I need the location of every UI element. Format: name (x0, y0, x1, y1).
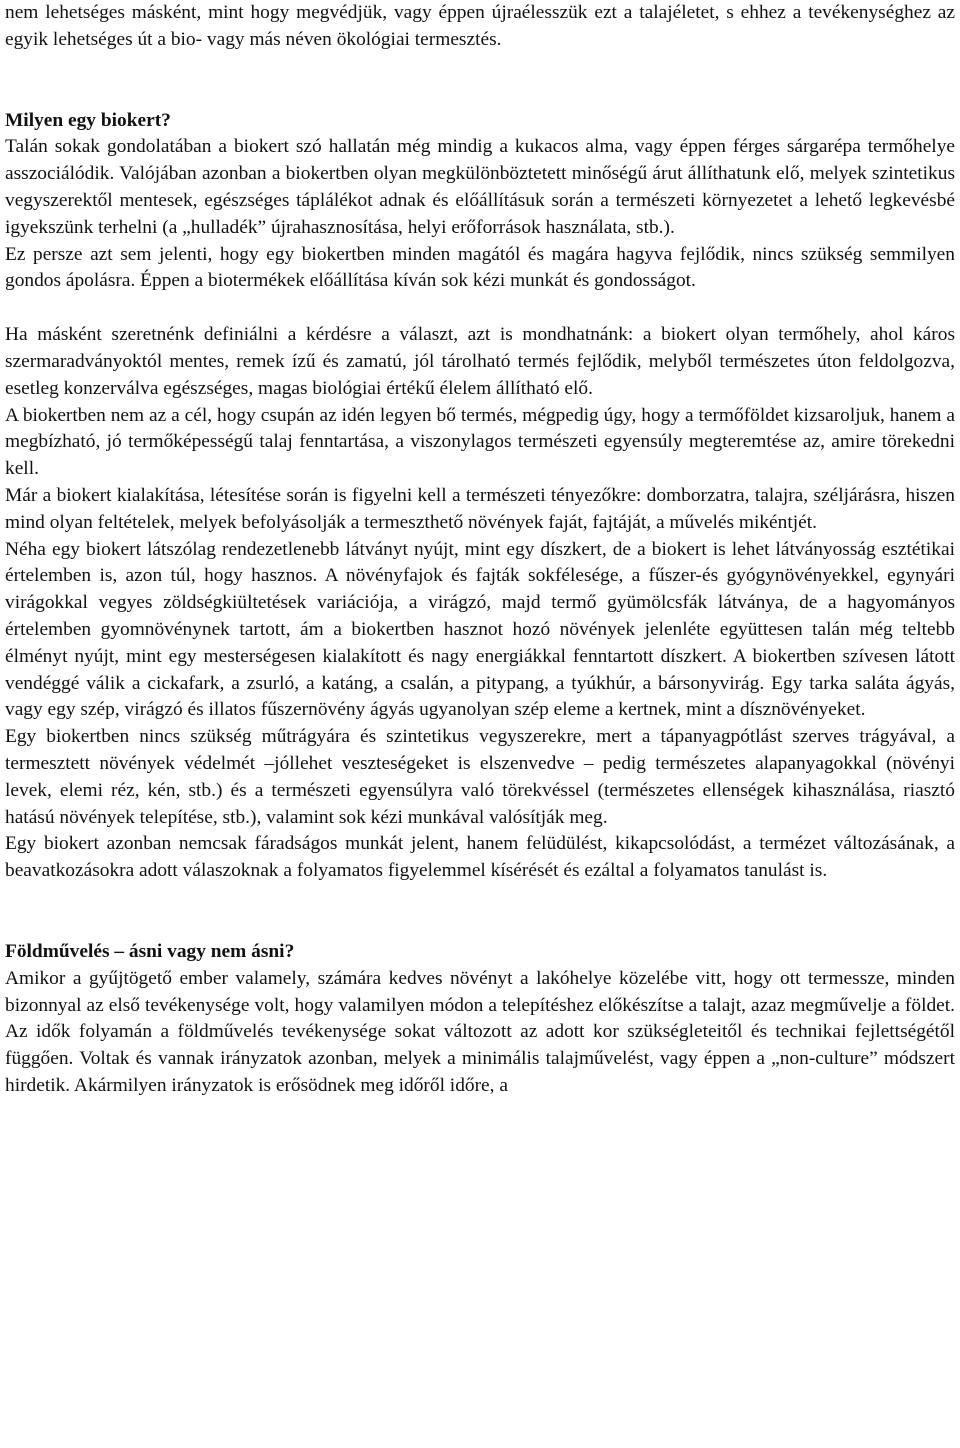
paragraph: A biokertben nem az a cél, hogy csupán az idén legyen bő termés, mégpedig úgy, hogy a termőföldet kizsaroljuk, hanem a megbízható, jó termőképességű talaj fenntartása, a viszonylagos természeti egyensúly megteremtése az, amire törekedni kell. (5, 404, 955, 480)
paragraph: Egy biokertben nincs szükség műtrágyára és szintetikus vegyszerekre, mert a tápanyagpótlást szerves trágyával, a termesztett növények védelmét –jóllehet veszteségeket is elszenvedve – pedig természetes alapanyagokkal (növényi levek, elemi réz, kén, stb.) és a természeti egyensúlyra való törekvéssel (természetes ellenségek kihasználása, riasztó hatású növények telepítése, stb.), valamint sok kézi munkával valósítják meg. (5, 726, 955, 828)
paragraph: Már a biokert kialakítása, létesítése során is figyelni kell a természeti tényezőkre: domborzatra, talajra, széljárásra, hiszen mind olyan feltételek, melyek befolyásolják a termeszthető növények faját, fajtáját, a művelés mikéntjét. (5, 484, 955, 533)
paragraph: Néha egy biokert látszólag rendezetlenebb látványt nyújt, mint egy díszkert, de a biokert is lehet látványosság esztétikai értelemben is, azon túl, hogy hasznos. A növényfajok és fajták sokfélesége, a fűszer-és gyógynövényekkel, egynyári virágokkal vegyes zöldségkiültetések variációja, a virágzó, majd termő gyümölcsfák látványa, de a hagyományos értelemben gyomnövénynek tartott, ám a biokertben hasznot hozó növények jelenléte együttesen talán még teltebb élményt nyújt, mint egy mesterségesen kialakított és nagy energiákkal fenntartott díszkert. A biokertben szívesen látott vendéggé válik a cickafark, a zsurló, a katáng, a csalán, a pitypang, a tyúkhúr, a bársonyvirág. Egy tarka saláta ágyás, vagy egy szép, virágzó és illatos fűszernövény ágyás ugyanolyan szép eleme a kertnek, mint a dísznövényeket. (5, 538, 955, 721)
paragraph: Amikor a gyűjtögető ember valamely, számára kedves növényt a lakóhelye közelébe vitt, hogy ott termessze, minden bizonnyal az első tevékenysége volt, hogy valamilyen módon a telepítéshez előkészítse a talajt, azaz megművelje a földet. Az idők folyamán a földművelés tevékenysége sokat változott az adott kor szükségleteitől és technikai fejlettségétől függően. Voltak és vannak irányzatok azonban, melyek a minimális talajművelést, vagy éppen a „non-culture” módszert hirdetik. Akármilyen irányzatok is erősödnek meg időről időre, a (5, 967, 955, 1096)
spacer (5, 295, 955, 322)
spacer (5, 54, 955, 108)
paragraph: Egy biokert azonban nemcsak fáradságos munkát jelent, hanem felüdülést, kikapcsolódást, a termézet változásának, a beavatkozásokra adott válaszoknak a folyamatos figyelemmel kísérését és ezáltal a folyamatos tanulást is. (5, 833, 955, 882)
paragraph: Talán sokak gondolatában a biokert szó hallatán még mindig a kukacos alma, vagy éppen férges sárgarépa termőhelye asszociálódik. Valójában azonban a biokertben olyan megkülönböztetett minőségű árut állíthatunk elő, melyek szintetikus vegyszerektől mentesek, egészséges táplálékot adnak és előállításuk során a természeti környezetet a lehető legkevésbé igyekszünk terhelni (a „hulladék” újrahasznosítása, helyi erőforrások használata, stb.). (5, 136, 955, 238)
paragraph: Ha másként szeretnénk definiálni a kérdésre a választ, azt is mondhatnánk: a biokert olyan termőhely, ahol káros szermaradványoktól mentes, remek ízű és zamatú, jól tárolható termés fejlődik, melyből természetes úton feldolgozva, esetleg konzerválva egészséges, magas biológiai értékű élelem állítható elő. (5, 324, 955, 399)
paragraph: Ez persze azt sem jelenti, hogy egy biokertben minden magától és magára hagyva fejlődik, nincs szükség semmilyen gondos ápolásra. Éppen a biotermékek előállítása kíván sok kézi munkát és gondosságot. (5, 243, 955, 292)
intro-paragraph: nem lehetséges másként, mint hogy megvédjük, vagy éppen újraélesszük ezt a talajéletet, s ehhez a tevékenységhez az egyik lehetséges út a bio- vagy más néven ökológiai termesztés. (5, 2, 955, 50)
document-page (5, 0, 955, 1100)
section-heading-biokert: Milyen egy biokert? (5, 109, 171, 131)
spacer (5, 885, 955, 939)
section-heading-foldmuveles: Földművelés – ásni vagy nem ásni? (5, 940, 295, 962)
